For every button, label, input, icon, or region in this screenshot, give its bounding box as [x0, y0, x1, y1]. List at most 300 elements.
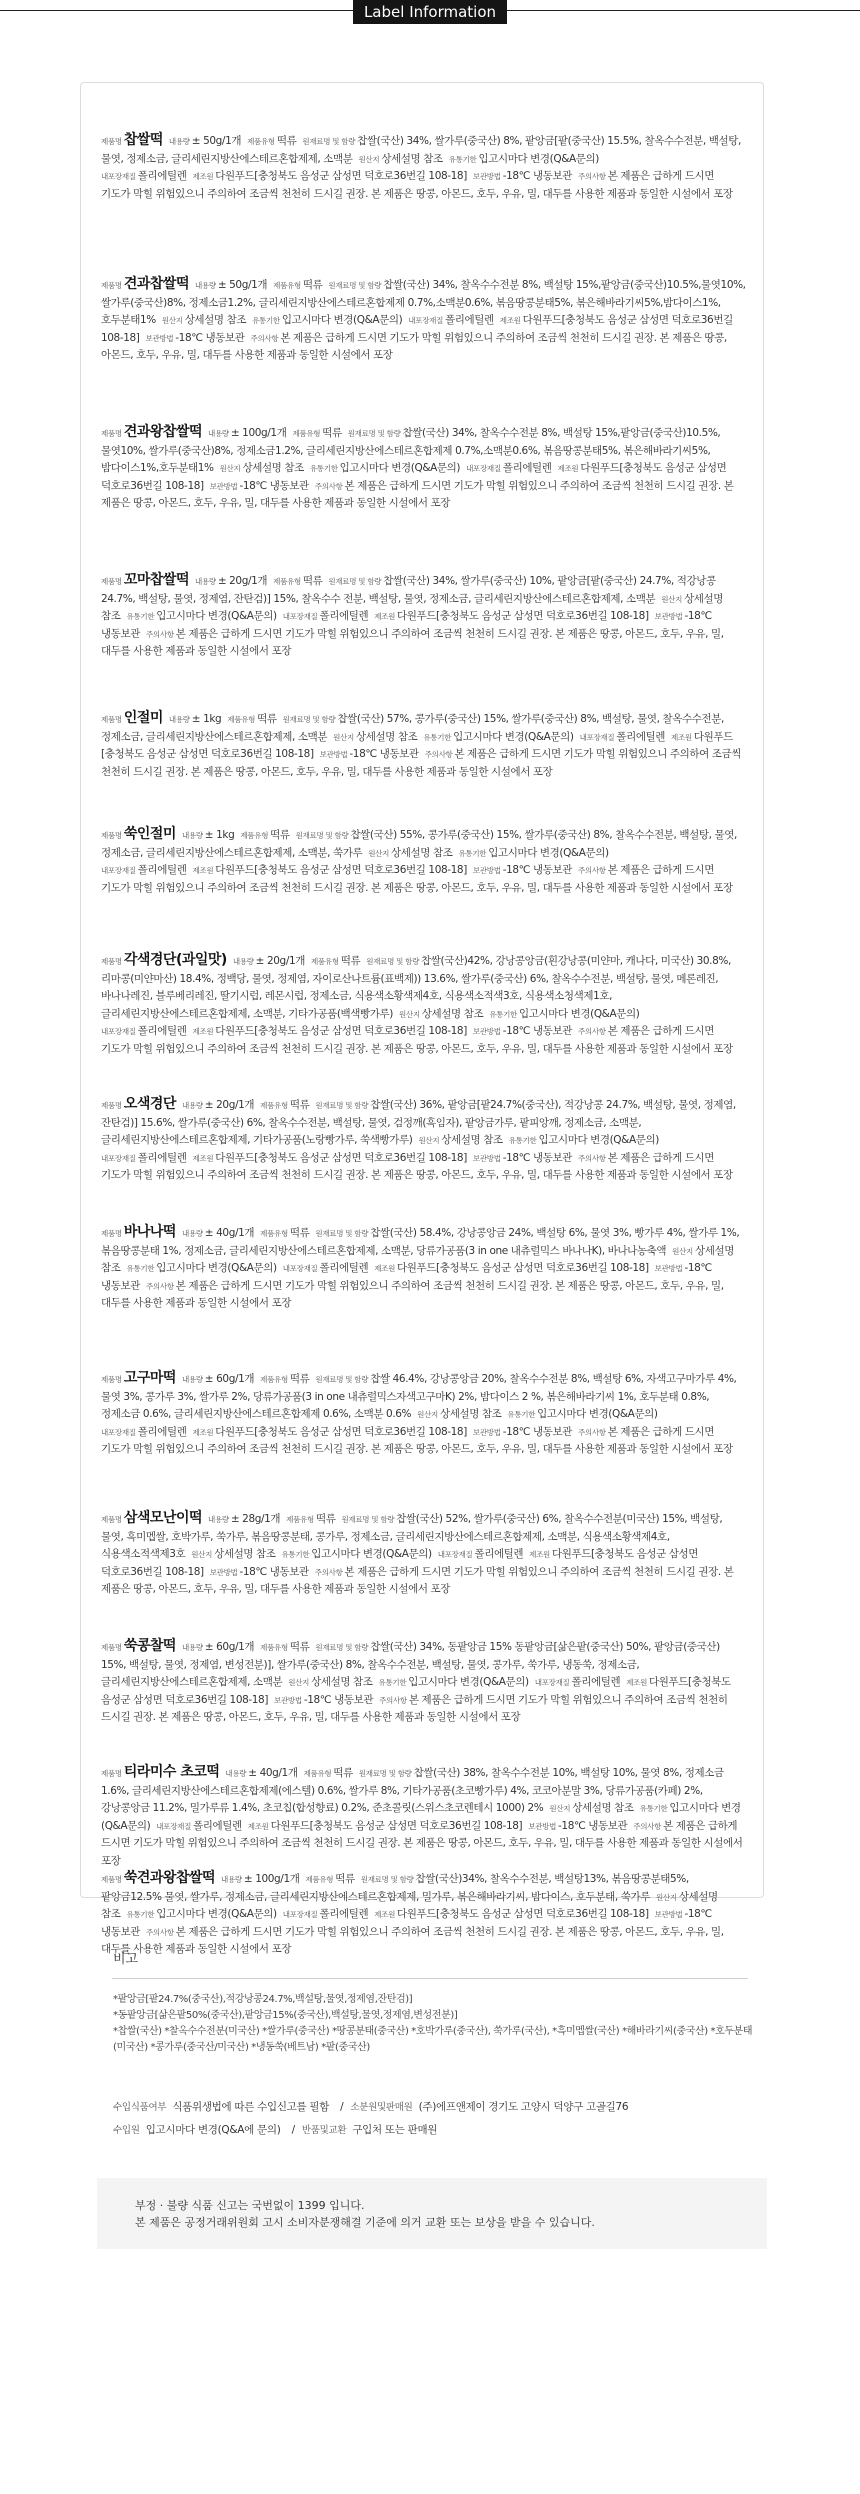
maker-label: 제조원	[192, 1427, 214, 1437]
weight-label: 내용량	[181, 1643, 203, 1652]
packaging-label: 내포장재질	[282, 1264, 318, 1273]
product-type: 떡류	[289, 1641, 310, 1653]
caution-label: 주의사항	[250, 333, 279, 343]
product-type: 떡류	[302, 279, 323, 291]
product-weight: ± 1kg	[204, 829, 235, 841]
maker-label: 제조원	[374, 612, 396, 621]
product-origin: 상세설명 참조	[381, 152, 443, 165]
meta-row	[113, 2119, 753, 2142]
product-origin: 상세설명 참조	[101, 1890, 718, 1920]
product-weight: ± 100g/1개	[230, 427, 287, 439]
ingredients-label: 원재료명 및 함량	[282, 715, 336, 724]
ingredients-label: 원재료명 및 함량	[328, 577, 382, 586]
origin-label: 원산지	[191, 1550, 213, 1559]
origin-label: 원산지	[418, 1136, 440, 1145]
product-block	[101, 572, 746, 661]
packaging-label: 내포장재질	[101, 172, 136, 181]
origin-label: 원산지	[219, 464, 241, 473]
product-caution: 본 제품은 급하게 드시면 기도가 막힐 위험있으니 주의하여 조금씩 천천히 드시길 권장. 본 제품은 땅콩, 아몬드, 호두, 우유, 밀, 대두를 사용한 제품과 동일한 시설에서 포장	[101, 1025, 733, 1055]
storage-label: 보관방법	[472, 866, 501, 875]
product-packaging: 폴리에틸렌	[137, 1425, 187, 1438]
product-block	[101, 1764, 746, 1870]
product-caution: 본 제품은 급하게 드시면 기도가 막힐 위험있으니 주의하여 조금씩 천천히 드시길 권장. 본 제품은 땅콩, 아몬드, 호두, 우유, 밀, 대두를 사용한 제품과 동일한 시설에서 포장	[101, 627, 724, 657]
product-weight: ± 20g/1개	[204, 1099, 255, 1111]
product-certification: 입고시마다 변경(Q&A문의)	[538, 1134, 659, 1146]
product-storage: -18℃ 냉동보관	[101, 1908, 712, 1938]
product-block	[101, 1510, 746, 1599]
packaging-label: 내포장재질	[579, 732, 615, 742]
product-name: 고구마떡	[123, 1370, 176, 1386]
product-name: 삼색모난이떡	[123, 1510, 202, 1526]
packaging-label: 내포장재질	[534, 1678, 570, 1687]
product-maker: 다원푸드[충청북도 음성군 삼성면 덕호로36번길 108-18]	[397, 1262, 649, 1274]
type-label: 제품유형	[303, 1769, 332, 1778]
product-block	[101, 132, 746, 203]
product-packaging: 폴리에틸렌	[474, 1548, 524, 1560]
caution-label: 주의사항	[577, 1027, 606, 1036]
caution-label: 주의사항	[145, 1281, 174, 1291]
product-maker: 다원푸드[충청북도 음성군 삼성면 덕호로36번길 108-18]	[215, 1025, 467, 1037]
product-packaging: 폴리에틸렌	[137, 170, 187, 182]
type-label: 제품유형	[227, 715, 256, 724]
caution-label: 주의사항	[379, 1695, 407, 1705]
product-packaging: 폴리에틸렌	[137, 1025, 187, 1037]
product-certification: 입고시마다 변경(Q&A문의)	[339, 462, 461, 474]
product-ingredients: 찹쌀(국산) 34%, 쌀가루(중국산) 10%, 팥앙금[팥(중국산) 24.7%, 적강낭콩 24.7%, 백설탕, 물엿, 정제염, 잔탄검)] 15%, 찰옥수수 전분, 백설탕, 물엿, 정제소금, 글리세린지방산에스테르혼합제제, 소맥분	[101, 575, 716, 605]
product-certification: 입고시마다 변경(Q&A문의)	[311, 1548, 432, 1560]
weight-label: 내용량	[194, 577, 216, 586]
name-label: 제품명	[101, 137, 122, 146]
product-certification: 입고시마다 변경(Q&A문의)	[518, 1007, 640, 1020]
date-value: 입고시마다 변경(Q&A에 문의)	[145, 2124, 281, 2136]
seller-label: 소분원및판매원	[350, 2102, 413, 2113]
weight-label: 내용량	[181, 1101, 203, 1110]
product-block	[101, 1096, 746, 1185]
product-name: 티라미수 초코떡	[123, 1764, 220, 1780]
product-ingredients: 찹쌀(국산) 58.4%, 강낭콩앙금 24%, 백설탕 6%, 물엿 3%, 빵가루 4%, 쌀가루 1%, 볶음땅콩분태 1%, 정제소금, 글리세린지방산에스테르혼합제제, 소맥분, 당류가공품(3 in one 내츄럴믹스 바나나K), 바나나농축액	[101, 1227, 740, 1257]
product-name: 쑥인절미	[123, 826, 176, 842]
caution-label: 주의사항	[633, 1821, 662, 1831]
certification-label: 유통기한	[309, 464, 338, 473]
ingredients-label: 원재료명 및 함량	[358, 1769, 412, 1778]
product-origin: 상세설명 참조	[355, 730, 418, 743]
product-type: 떡류	[289, 1227, 310, 1239]
type-label: 제품유형	[292, 429, 321, 438]
certification-label: 유통기한	[252, 316, 280, 325]
notice-line: 본 제품은 공정거래위원회 고시 소비자분쟁해결 기준에 의거 교환 또는 보상을 받을 수 있습니다.	[135, 2216, 595, 2229]
product-maker: 다원푸드[충청북도 음성군 삼성면 덕호로36번길 108-18]	[101, 314, 733, 344]
packaging-label: 내포장재질	[101, 866, 136, 875]
product-type: 떡류	[335, 1873, 355, 1885]
product-certification: 입고시마다 변경(Q&A문의)	[478, 152, 599, 165]
product-caution: 본 제품은 급하게 드시면 기도가 막힐 위험있으니 주의하여 조금씩 천천히 드시길 권장. 본 제품은 땅콩, 아몬드, 호두, 우유, 밀, 대두를 사용한 제품과 동일한 시설에서 포장	[101, 1693, 728, 1723]
origin-label: 원산지	[358, 154, 380, 164]
product-origin: 상세설명 참조	[101, 592, 724, 622]
product-ingredients: 찹쌀(국산) 38%, 찰옥수수전분 10%, 백설탕 10%, 물엿 8%, 정제소금 1.6%, 글리세린지방산에스테르혼합제제(에스텔) 0.6%, 쌀가루 8%, 기타가공품(초코빵가루) 4%, 코코아분말 3%, 당류가공품(카페) 2%, 강낭콩앙금 11.2%, 밀가루류 1.4%, 초코칩(합성향료) 0.2%, 준초콜릿(스위스초코렌테시 1000) 2%	[101, 1767, 724, 1814]
maker-label: 제조원	[374, 1264, 396, 1273]
remarks-title: 비고	[113, 1952, 139, 1967]
product-caution: 본 제품은 급하게 드시면 기도가 막힐 위험있으니 주의하여 조금씩 천천히 드시길 권장. 본 제품은 땅콩, 아몬드, 호두, 우유, 밀, 대두를 사용한 제품과 동일한 시설에서 포장	[101, 170, 733, 200]
name-label: 제품명	[101, 1229, 122, 1238]
caution-label: 주의사항	[314, 1567, 343, 1577]
product-storage: -18℃ 냉동보관	[101, 610, 712, 640]
product-caution: 본 제품은 급하게 드시면 기도가 막힐 위험있으니 주의하여 조금씩 천천히 드시길 권장. 본 제품은 땅콩, 아몬드, 호두, 우유, 밀, 대두를 사용한 제품과 동일한 시설에서 포장	[101, 1425, 733, 1455]
product-type: 떡류	[302, 575, 323, 587]
storage-label: 보관방법	[209, 1567, 238, 1577]
caution-label: 주의사항	[145, 1927, 174, 1937]
product-caution: 본 제품은 급하게 드시면 기도가 막힐 위험있으니 주의하여 조금씩 천천히 드시길 권장. 본 제품은 땅콩, 아몬드, 호두, 우유, 밀, 대두를 사용한 제품과 동일한 시설에서 포장	[101, 864, 733, 894]
packaging-label: 내포장재질	[101, 1027, 136, 1036]
product-packaging: 폴리에틸렌	[193, 1819, 242, 1832]
product-caution: 본 제품은 급하게 드시면 기도가 막힐 위험있으니 주의하여 조금씩 천천히 드시길 권장. 본 제품은 땅콩, 아몬드, 호두, 우유, 밀, 대두를 사용한 제품과 동일한 시설에서 포장	[101, 479, 734, 509]
product-weight: ± 20g/1개	[255, 955, 305, 967]
product-maker: 다원푸드[충청북도 음성군 삼성면 덕호로36번길 108-18]	[101, 462, 727, 492]
maker-label: 제조원	[557, 464, 579, 473]
product-caution: 본 제품은 급하게 드시면 기도가 막힐 위험있으니 주의하여 조금씩 천천히 드시길 권장. 본 제품은 땅콩, 아몬드, 호두, 우유, 밀, 대두를 사용한 제품과 동일한 시설에서 포장	[101, 331, 727, 361]
packaging-label: 내포장재질	[437, 1550, 473, 1559]
product-weight: ± 28g/1개	[230, 1513, 281, 1525]
product-packaging: 폴리에틸렌	[445, 314, 494, 326]
type-label: 제품유형	[273, 281, 301, 290]
product-block	[101, 1870, 746, 1959]
product-maker: 다원푸드[충청북도 음성군 삼성면 덕호로36번길 108-18]	[101, 1676, 731, 1706]
product-block	[101, 1638, 746, 1727]
certification-label: 유통기한	[281, 1550, 310, 1559]
name-label: 제품명	[101, 715, 122, 724]
caution-label: 주의사항	[577, 1153, 606, 1163]
ingredients-label: 원재료명 및 함량	[315, 1643, 369, 1652]
product-type: 떡류	[333, 1767, 353, 1779]
weight-label: 내용량	[168, 137, 190, 146]
ingredients-label: 원재료명 및 함량	[295, 831, 349, 840]
product-packaging: 폴리에틸렌	[319, 610, 369, 622]
name-label: 제품명	[101, 1769, 122, 1778]
type-label: 제품유형	[260, 1229, 288, 1238]
certification-label: 유통기한	[448, 154, 477, 164]
product-certification: 입고시마다 변경(Q&A문의)	[453, 730, 574, 743]
return-value: 구입처 또는 판매원	[352, 2124, 438, 2136]
type-label: 제품유형	[240, 831, 269, 840]
product-maker: 다원푸드[충청북도 음성군 삼성면 덕호로36번길 108-18]	[215, 1151, 467, 1164]
caution-label: 주의사항	[145, 629, 174, 639]
product-block	[101, 276, 746, 365]
name-label: 제품명	[101, 957, 122, 966]
product-packaging: 폴리에틸렌	[319, 1908, 369, 1920]
product-ingredients: 찹쌀(국산) 34%, 쌀가루(중국산) 8%, 팥앙금[팥(중국산) 15.5%, 찰옥수수전분, 백설탕, 물엿, 정제소금, 글리세린지방산에스테르혼합제제, 소맥분	[101, 135, 741, 165]
product-weight: ± 60g/1개	[204, 1373, 255, 1385]
packaging-label: 내포장재질	[101, 1153, 136, 1163]
certification-label: 유통기한	[508, 1136, 537, 1145]
consumer-notice	[97, 2178, 767, 2249]
product-storage: -18℃ 냉동보관	[502, 170, 572, 182]
meta-row	[113, 2096, 753, 2119]
storage-label: 보관방법	[145, 333, 174, 343]
storage-label: 보관방법	[209, 481, 238, 491]
product-weight: ± 1kg	[191, 713, 222, 725]
name-label: 제품명	[101, 1375, 122, 1384]
type-label: 제품유형	[260, 1375, 288, 1384]
certification-label: 유통기한	[639, 1804, 668, 1813]
product-storage: -18℃ 냉동보관	[349, 748, 419, 760]
remarks-line: *팥앙금[팥24.7%(중국산),적강낭콩24.7%,백설탕,물엿,정제염,잔탄검)]	[113, 1994, 413, 2005]
product-packaging: 폴리에틸렌	[137, 1151, 187, 1164]
product-caution: 본 제품은 급하게 드시면 기도가 막힐 위험있으니 주의하여 조금씩 천천히 드시길 권장. 본 제품은 땅콩, 아몬드, 호두, 우유, 밀, 대두를 사용한 제품과 동일한 시설에서 포장	[101, 1151, 733, 1181]
ingredients-label: 원재료명 및 함량	[341, 1515, 395, 1524]
product-type: 떡류	[276, 135, 297, 147]
weight-label: 내용량	[181, 831, 203, 840]
ingredients-label: 원재료명 및 함량	[315, 1375, 369, 1384]
name-label: 제품명	[101, 429, 122, 438]
product-maker: 다원푸드[충청북도 음성군 삼성면 덕호로36번길 108-18]	[215, 1425, 467, 1438]
product-block	[101, 826, 746, 897]
packaging-label: 내포장재질	[282, 1910, 318, 1919]
maker-label: 제조원	[192, 1153, 214, 1163]
caution-label: 주의사항	[577, 172, 606, 181]
storage-label: 보관방법	[472, 1427, 501, 1437]
product-ingredients: 찹쌀(국산) 55%, 콩가루(중국산) 15%, 쌀가루(중국산) 8%, 찰옥수수전분, 백설탕, 물엿, 정제소금, 글리세린지방산에스테르혼합제제, 소맥분, 쑥가루	[101, 829, 737, 859]
certification-label: 유통기한	[507, 1410, 536, 1419]
origin-label: 원산지	[398, 1009, 420, 1019]
product-name: 오색경단	[123, 1096, 176, 1112]
product-maker: 다원푸드[충청북도 음성군 삼성면 덕호로36번길 108-18]	[101, 730, 733, 760]
ingredients-label: 원재료명 및 함량	[366, 957, 420, 966]
storage-label: 보관방법	[654, 1264, 683, 1273]
product-packaging: 폴리에틸렌	[616, 730, 666, 743]
separator: /	[291, 2124, 295, 2136]
certification-label: 유통기한	[423, 732, 452, 742]
product-storage: -18℃ 냉동보관	[239, 1565, 309, 1578]
storage-label: 보관방법	[654, 1910, 683, 1919]
product-maker: 다원푸드[충청북도 음성군 삼성면 덕호로36번길 108-18]	[397, 610, 649, 622]
name-label: 제품명	[101, 831, 122, 840]
weight-label: 내용량	[208, 1515, 229, 1524]
product-type: 떡류	[315, 1513, 336, 1525]
product-packaging: 폴리에틸렌	[137, 864, 187, 876]
product-maker: 다원푸드[충청북도 음성군 삼성면 덕호로36번길 108-18]	[270, 1819, 523, 1832]
product-block	[101, 952, 746, 1058]
weight-label: 내용량	[232, 957, 254, 966]
product-origin: 상세설명 참조	[439, 1408, 502, 1420]
product-certification: 입고시마다 변경(Q&A문의)	[156, 1262, 277, 1274]
product-storage: -18℃ 냉동보관	[502, 864, 572, 876]
maker-label: 제조원	[499, 316, 521, 325]
maker-label: 제조원	[529, 1550, 551, 1559]
maker-label: 제조원	[192, 172, 214, 181]
product-weight: ± 50g/1개	[191, 135, 242, 147]
product-packaging: 폴리에틸렌	[502, 462, 552, 474]
product-origin: 상세설명 참조	[101, 1244, 734, 1274]
product-type: 떡류	[322, 427, 342, 439]
product-block	[101, 1224, 746, 1313]
product-name: 쑥콩찰떡	[123, 1638, 176, 1654]
origin-label: 원산지	[288, 1678, 310, 1687]
maker-label: 제조원	[374, 1910, 396, 1919]
product-ingredients: 찹쌀(국산) 57%, 콩가루(중국산) 15%, 쌀가루(중국산) 8%, 백설탕, 물엿, 찰옥수수전분, 정제소금, 글리세린지방산에스테르혼합제제, 소맥분	[101, 713, 724, 743]
storage-label: 보관방법	[472, 172, 501, 181]
certification-label: 유통기한	[378, 1678, 407, 1687]
product-caution: 본 제품은 급하게 드시면 기도가 막힐 위험있으니 주의하여 조금씩 천천히 드시길 권장. 본 제품은 땅콩, 아몬드, 호두, 우유, 밀, 대두를 사용한 제품과 동일한 시설에서 포장	[101, 748, 742, 778]
product-name: 찹쌀떡	[123, 132, 163, 148]
caution-label: 주의사항	[424, 750, 453, 759]
maker-label: 제조원	[247, 1821, 269, 1831]
origin-label: 원산지	[549, 1804, 571, 1813]
name-label: 제품명	[101, 577, 122, 586]
product-certification: 입고시마다 변경(Q&A문의)	[156, 1908, 277, 1920]
type-label: 제품유형	[273, 577, 301, 586]
product-block	[101, 424, 746, 513]
certification-label: 유통기한	[126, 1264, 155, 1273]
product-type: 떡류	[270, 829, 290, 841]
product-ingredients: 찹쌀(국산) 52%, 쌀가루(중국산) 6%, 찰옥수수전분(미국산) 15%, 백설탕, 물엿, 흑미멥쌀, 호박가루, 쑥가루, 볶음땅콩분태, 콩가루, 정제소금, 글리세린지방산에스테르혼합제제, 소맥분, 식용색소황색제4호, 식용색소적색제3호	[101, 1513, 723, 1560]
product-weight: ± 40g/1개	[204, 1227, 255, 1239]
separator: /	[340, 2101, 344, 2113]
ingredients-label: 원재료명 및 함량	[302, 137, 356, 146]
product-ingredients: 찹쌀(국산) 34%, 찰옥수수전분 8%, 백설탕 15%,팥앙금(중국산)10.5%,물엿10%, 쌀가루(중국산)8%, 정제소금1.2%, 글리세린지방산에스테르혼합제제 0.7%,소맥분0.6%, 볶음땅콩분태5%, 볶은해바라기씨5%,밤다이스1%,호두분태1%	[101, 279, 746, 326]
product-storage: -18℃ 냉동보관	[502, 1025, 572, 1037]
storage-label: 보관방법	[274, 1695, 302, 1705]
product-certification: 입고시마다 변경(Q&A문의)	[488, 846, 609, 859]
product-certification: 입고시마다 변경(Q&A문의)	[408, 1676, 529, 1688]
type-label: 제품유형	[286, 1515, 314, 1524]
storage-label: 보관방법	[654, 612, 683, 621]
name-label: 제품명	[101, 281, 122, 290]
maker-label: 제조원	[192, 866, 214, 875]
product-origin: 상세설명 참조	[311, 1676, 373, 1688]
packaging-label: 내포장재질	[408, 316, 444, 325]
product-storage: -18℃ 냉동보관	[502, 1151, 572, 1164]
product-block	[101, 1370, 746, 1459]
caution-label: 주의사항	[577, 1427, 606, 1437]
maker-label: 제조원	[192, 1027, 214, 1036]
product-certification: 입고시마다 변경(Q&A문의)	[281, 314, 403, 326]
storage-label: 보관방법	[319, 750, 348, 759]
product-maker: 다원푸드[충청북도 음성군 삼성면 덕호로36번길 108-18]	[215, 864, 467, 876]
product-caution: 본 제품은 급하게 드시면 기도가 막힐 위험있으니 주의하여 조금씩 천천히 드시길 권장. 본 제품은 땅콩, 아몬드, 호두, 우유, 밀, 대두를 사용한 제품과 동일한 시설에서 포장	[101, 1925, 724, 1955]
product-type: 떡류	[257, 713, 277, 725]
product-name: 견과찹쌀떡	[123, 276, 189, 292]
product-weight: ± 50g/1개	[217, 279, 268, 291]
maker-label: 제조원	[671, 732, 692, 742]
header-title: Label Information	[353, 0, 507, 24]
product-origin: 상세설명 참조	[572, 1802, 634, 1814]
product-name: 각색경단(과일맛)	[123, 952, 227, 968]
return-label: 반품및교환	[301, 2125, 347, 2136]
product-weight: ± 100g/1개	[243, 1873, 300, 1885]
name-label: 제품명	[101, 1875, 122, 1884]
storage-label: 보관방법	[472, 1027, 501, 1036]
caution-label: 주의사항	[314, 481, 343, 491]
weight-label: 내용량	[181, 1375, 203, 1384]
name-label: 제품명	[101, 1101, 122, 1110]
product-type: 떡류	[289, 1373, 310, 1385]
caution-label: 주의사항	[577, 866, 606, 875]
certification-label: 유통기한	[458, 848, 487, 858]
storage-label: 보관방법	[528, 1821, 557, 1831]
product-origin: 상세설명 참조	[242, 462, 304, 474]
product-caution: 본 제품은 급하게 드시면 기도가 막힐 위험있으니 주의하여 조금씩 천천히 드시길 권장. 본 제품은 땅콩, 아몬드, 호두, 우유, 밀, 대두를 사용한 제품과 동일한 시설에서 포장	[101, 1565, 734, 1595]
ingredients-label: 원재료명 및 함량	[315, 1101, 369, 1110]
origin-label: 원산지	[368, 848, 390, 858]
packaging-label: 내포장재질	[466, 464, 501, 473]
type-label: 제품유형	[305, 1875, 334, 1884]
product-type: 떡류	[340, 955, 361, 967]
remarks-notes	[113, 1992, 753, 2056]
seller-info	[113, 2096, 753, 2142]
origin-label: 원산지	[661, 594, 683, 604]
certification-label: 유통기한	[126, 1910, 155, 1919]
product-certification: 입고시마다 변경(Q&A문의)	[156, 610, 277, 622]
weight-label: 내용량	[208, 429, 229, 438]
remarks-line: *동팥앙금[삶은팥50%(중국산),팥앙금15%(중국산),백설탕,물엿,정제염,변성전분)]	[113, 2010, 458, 2021]
product-packaging: 폴리에틸렌	[571, 1676, 621, 1688]
storage-label: 보관방법	[472, 1153, 501, 1163]
date-label: 수입원	[113, 2125, 140, 2136]
remarks-divider	[112, 1978, 748, 1979]
product-origin: 상세설명 참조	[441, 1134, 503, 1146]
maker-label: 제조원	[626, 1678, 648, 1687]
label-header	[0, 0, 860, 34]
product-maker: 다원푸드[충청북도 음성군 삼성면 덕호로36번길 108-18]	[215, 170, 467, 182]
product-ingredients: 찹쌀(국산) 36%, 팥앙금[팥24.7%(중국산), 적강낭콩 24.7%, 백설탕, 물엿, 정제염, 잔탄검)] 15.6%, 쌀가루(중국산) 6%, 찰옥수수전분, 백설탕, 물엿, 검정깨(흑임자), 팥앙금가루, 팥피앙깨, 정제소금, 소맥분, 글리세린지방산에스테르혼합제제, 기타가공품(노랑빵가루, 쑥색빵가루)	[101, 1099, 736, 1146]
product-storage: -18℃ 냉동보관	[175, 331, 245, 344]
product-caution: 본 제품은 급하게 드시면 기도가 막힐 위험있으니 주의하여 조금씩 천천히 드시길 권장. 본 제품은 땅콩, 아몬드, 호두, 우유, 밀, 대두를 사용한 제품과 동일한 시설에서 포장	[101, 1819, 743, 1867]
certification-label: 유통기한	[126, 612, 155, 621]
weight-label: 내용량	[168, 715, 190, 724]
product-origin: 상세설명 참조	[214, 1548, 276, 1560]
type-label: 제품유형	[260, 1643, 288, 1652]
product-block	[101, 710, 746, 781]
product-type: 떡류	[289, 1099, 310, 1111]
product-certification: 입고시마다 변경(Q&A문의)	[101, 1802, 741, 1832]
import-value: 식품위생법에 따른 수입신고를 필함	[172, 2101, 330, 2113]
product-name: 꼬마찹쌀떡	[123, 572, 189, 588]
product-storage: -18℃ 냉동보관	[303, 1693, 374, 1706]
origin-label: 원산지	[417, 1410, 438, 1419]
product-name: 바나나떡	[123, 1224, 176, 1240]
origin-label: 원산지	[655, 1892, 677, 1902]
ingredients-label: 원재료명 및 함량	[360, 1875, 414, 1884]
packaging-label: 내포장재질	[156, 1821, 192, 1831]
origin-label: 원산지	[333, 732, 354, 742]
weight-label: 내용량	[181, 1229, 203, 1238]
ingredients-label: 원재료명 및 함량	[347, 429, 401, 438]
name-label: 제품명	[101, 1643, 122, 1652]
product-name: 견과왕찹쌀떡	[123, 424, 202, 440]
packaging-label: 내포장재질	[101, 1427, 136, 1437]
product-ingredients: 찹쌀(국산) 34%, 동팥앙금 15% 동팥앙금[삶은팥(중국산) 50%, 팥앙금(중국산) 15%, 백설탕, 물엿, 정제염, 변성전분)], 쌀가루(중국산) 8%, 찰옥수수전분, 백설탕, 물엿, 콩가루, 쑥가루, 냉동쑥, 정제소금, 글리세린지방산에스테르혼합제제, 소맥분	[101, 1641, 720, 1688]
product-storage: -18℃ 냉동보관	[502, 1425, 572, 1438]
remarks-line: *찹쌀(국산) *찰옥수수전분(미국산) *쌀가루(중국산) *땅콩분태(중국산) *호박가루(중국산), 쑥가루(국산), *흑미멥쌀(국산) *해바라기씨(중국산) *호두분태(미국산) *콩가루(중국산/미국산) *냉동쑥(베트남) *팥(중국산)	[113, 2026, 753, 2053]
seller-value: (주)에프앤제이 경기도 고양시 덕양구 고골길76	[418, 2101, 629, 2113]
product-certification: 입고시마다 변경(Q&A문의)	[537, 1408, 658, 1420]
certification-label: 유통기한	[489, 1009, 517, 1019]
notice-line: 부정 · 불량 식품 신고는 국번없이 1399 입니다.	[135, 2199, 365, 2212]
type-label: 제품유형	[247, 137, 275, 146]
product-storage: -18℃ 냉동보관	[558, 1819, 628, 1832]
weight-label: 내용량	[225, 1769, 247, 1778]
product-ingredients: 찹쌀(국산)34%, 찰옥수수전분, 백설탕13%, 볶음땅콩분태5%, 팥앙금12.5% 물엿, 쌀가루, 정제소금, 글리세린지방산에스테르혼합제제, 밀가루, 볶은해바라기씨, 밤다이스, 호두분태, 쑥가루	[101, 1873, 689, 1903]
type-label: 제품유형	[260, 1101, 288, 1110]
weight-label: 내용량	[221, 1875, 242, 1884]
ingredients-label: 원재료명 및 함량	[315, 1229, 369, 1238]
product-ingredients: 찹쌀(국산) 34%, 찰옥수수전분 8%, 백설탕 15%,팥앙금(중국산)10.5%,물엿10%, 쌀가루(중국산)8%, 정제소금1.2%, 글리세린지방산에스테르혼합제제 0.7%,소맥분0.6%, 볶음땅콩분태5%, 볶은해바라기씨5%,밤다이스1%,호두분태1%	[101, 427, 721, 474]
ingredients-label: 원재료명 및 함량	[328, 281, 382, 290]
origin-label: 원산지	[672, 1246, 693, 1256]
product-caution: 본 제품은 급하게 드시면 기도가 막힐 위험있으니 주의하여 조금씩 천천히 드시길 권장. 본 제품은 땅콩, 아몬드, 호두, 우유, 밀, 대두를 사용한 제품과 동일한 시설에서 포장	[101, 1279, 724, 1309]
product-name: 인절미	[123, 710, 163, 726]
product-maker: 다원푸드[충청북도 음성군 삼성면 덕호로36번길 108-18]	[397, 1908, 649, 1920]
product-ingredients: 찹쌀 46.4%, 강낭콩앙금 20%, 찰옥수수전분 8%, 백설탕 6%, 자색고구마가루 4%, 물엿 3%, 콩가루 3%, 쌀가루 2%, 당류가공품(3 in one 내츄럴믹스자색고구마K) 2%, 밤다이스 2 %, 볶은해바라기씨 1%, 호두분태 0.8%, 정제소금 0.6%, 글리세린지방산에스테르혼합제제 0.6%, 소맥분 0.6%	[101, 1373, 737, 1420]
